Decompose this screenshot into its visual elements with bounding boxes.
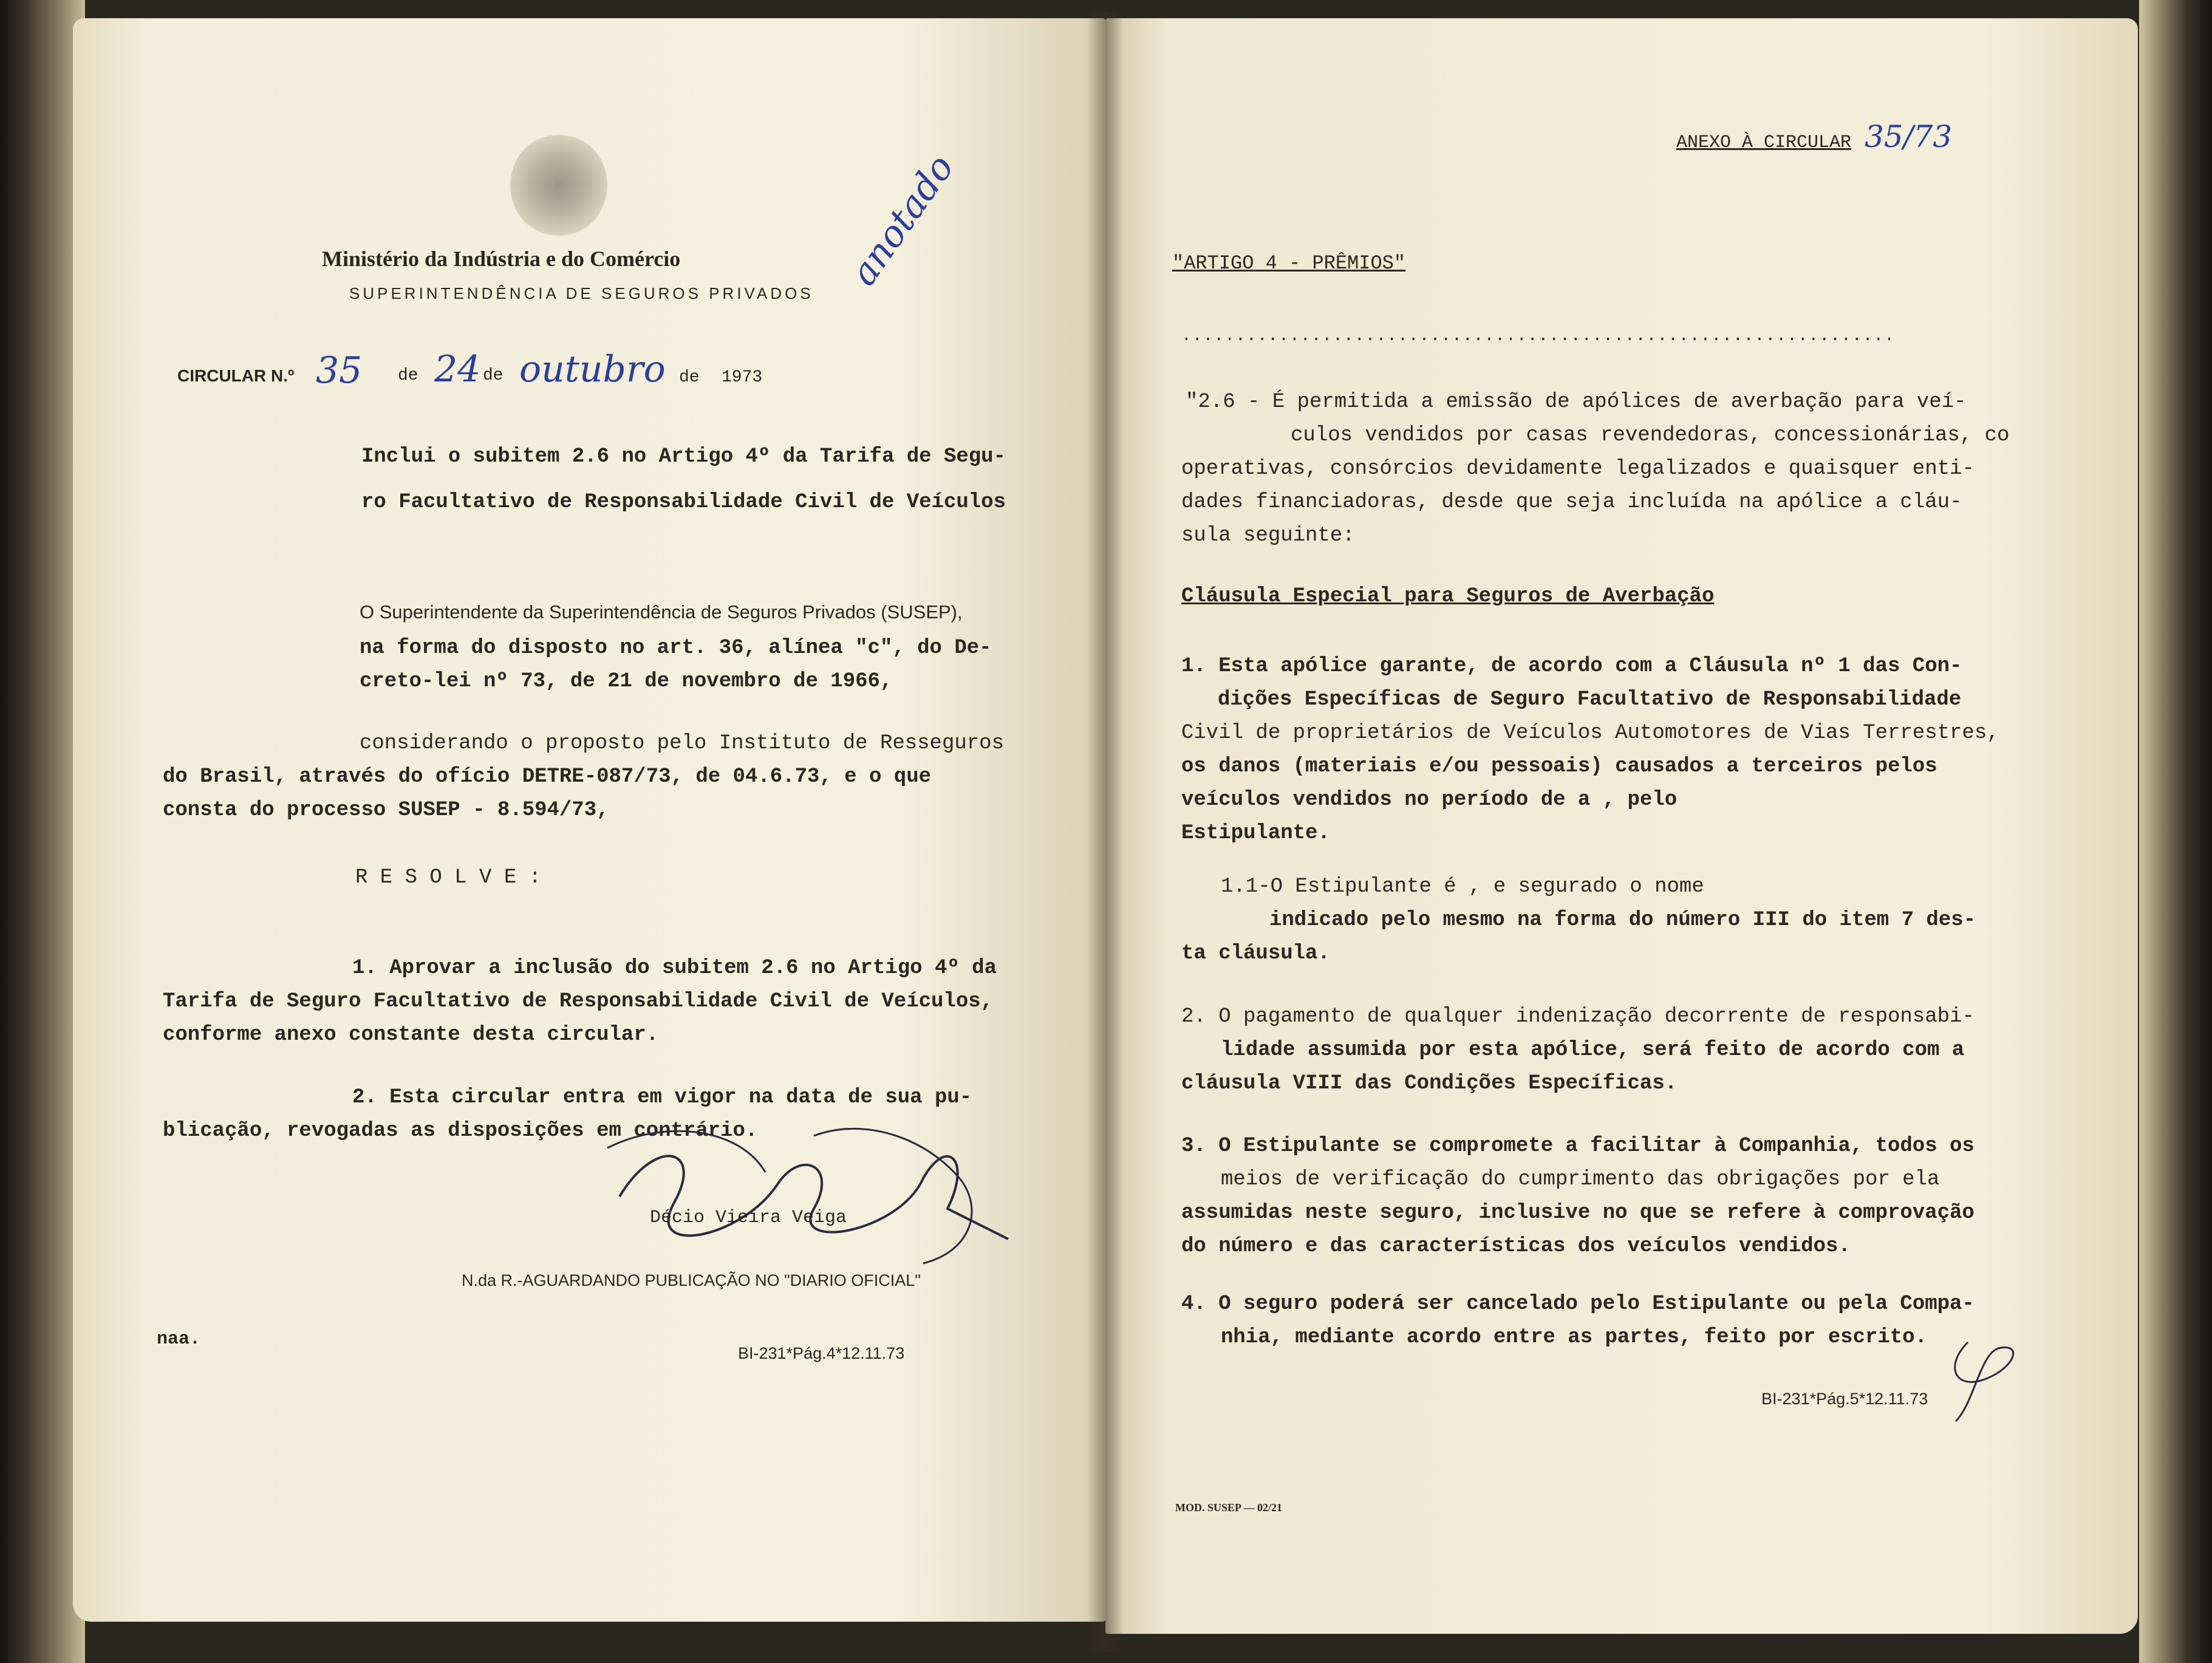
clause-title: Cláusula Especial para Seguros de Averbação xyxy=(1181,585,1715,608)
date-de-2: de xyxy=(483,366,504,385)
annex-header: ANEXO À CIRCULAR xyxy=(1676,132,1852,153)
circular-label: CIRCULAR N.º xyxy=(177,366,295,385)
clause-1-line-3: Civil de proprietários de Veículos Automotores de Vias Terrestres, xyxy=(1181,722,1999,745)
department-name: SUPERINTENDÊNCIA DE SEGUROS PRIVADOS xyxy=(349,284,814,302)
clause-2-line-1: 2. O pagamento de qualquer indenização decorrente de responsabi- xyxy=(1181,1005,1975,1028)
ministry-name: Ministério da Indústria e do Comércio xyxy=(322,247,681,271)
section-2-6-line-5: sula seguinte: xyxy=(1181,524,1355,547)
typist-initials: naa. xyxy=(157,1329,201,1350)
date-de-3: de xyxy=(679,368,700,387)
summary-line-1: Inclui o subitem 2.6 no Artigo 4º da Tarifa de Segu- xyxy=(361,445,1006,468)
form-identifier: MOD. SUSEP — 02/21 xyxy=(1175,1501,1283,1514)
handwritten-note: anotado xyxy=(842,147,963,293)
clause-3-line-2: meios de verificação do cumprimento das obrigações por ela xyxy=(1221,1168,1940,1191)
clause-3-line-4: do número e das características dos veículos vendidos. xyxy=(1181,1235,1851,1258)
date-de-1: de xyxy=(398,366,418,385)
summary-line-2: ro Facultativo de Responsabilidade Civil de Veículos xyxy=(361,491,1006,514)
book-edge-right xyxy=(2139,0,2212,1663)
section-2-6-line-4: dades financiadoras, desde que seja incluída na apólice a cláu- xyxy=(1181,491,1962,514)
paragraph-1-line-1: O Superintendente da Superintendência de Seguros Privados (SUSEP), xyxy=(360,601,963,623)
annex-number: 35/73 xyxy=(1865,119,1953,154)
left-page-reference: BI-231*Pág.4*12.11.73 xyxy=(738,1344,905,1362)
clause-1-line-1: 1. Esta apólice garante, de acordo com a Cláusula nº 1 das Con- xyxy=(1181,655,1962,678)
resolve-heading: R E S O L V E : xyxy=(355,866,542,889)
clause-1-1-line-1: 1.1-O Estipulante é , e segurado o nome xyxy=(1221,875,1704,898)
circular-number: 35 xyxy=(316,349,363,392)
book-gutter xyxy=(1087,12,1124,1652)
item-2-line-1: 2. Esta circular entra em vigor na data de sua pu- xyxy=(352,1086,972,1109)
coat-of-arms-seal-icon xyxy=(510,134,607,237)
clause-1-1-line-3: ta cláusula. xyxy=(1181,942,1330,965)
section-2-6-line-1: "2.6 - É permitida a emissão de apólices de averbação para veí- xyxy=(1186,391,1967,414)
clause-3-line-3: assumidas neste seguro, inclusive no que se refere à comprovação xyxy=(1181,1201,1975,1224)
item-1-line-3: conforme anexo constante desta circular. xyxy=(163,1023,659,1047)
paragraph-2-line-3: consta do processo SUSEP - 8.594/73, xyxy=(163,799,609,822)
paragraph-2-line-2: do Brasil, através do ofício DETRE-087/73, de 04.6.73, e o que xyxy=(163,765,932,788)
date-year: 1973 xyxy=(722,368,763,387)
date-day: 24 xyxy=(434,348,481,391)
item-1-line-2: Tarifa de Seguro Facultativo de Responsabilidade Civil de Veículos, xyxy=(163,990,994,1013)
publication-note: N.da R.-AGUARDANDO PUBLICAÇÃO NO "DIARIO OFICIAL" xyxy=(462,1271,921,1289)
initials-signature-icon xyxy=(1931,1330,2041,1427)
clause-2-line-2: lidade assumida por esta apólice, será feito de acordo com a xyxy=(1221,1039,1965,1062)
signature-icon xyxy=(583,1112,1020,1294)
book-edge-left xyxy=(0,0,85,1663)
item-2-line-2: blicação, revogadas as disposições em contrário. xyxy=(163,1119,758,1142)
clause-1-line-4: os danos (materiais e/ou pessoais) causados a terceiros pelos xyxy=(1181,755,1937,778)
clause-1-line-5: veículos vendidos no período de a , pelo xyxy=(1181,788,1678,811)
clause-4-line-2: nhia, mediante acordo entre as partes, feito por escrito. xyxy=(1221,1326,1927,1349)
paragraph-1-line-2: na forma do disposto no art. 36, alínea "c", do De- xyxy=(360,637,992,660)
artigo-title: "ARTIGO 4 - PRÊMIOS" xyxy=(1172,252,1406,275)
clause-3-line-1: 3. O Estipulante se compromete a facilitar à Companhia, todos os xyxy=(1181,1135,1975,1158)
clause-1-1-line-2: indicado pelo mesmo na forma do número III do item 7 des- xyxy=(1269,909,1976,932)
signatory-name: Décio Vieira Veiga xyxy=(650,1207,847,1228)
paragraph-2-line-1: considerando o proposto pelo Instituto de Resseguros xyxy=(360,732,1004,755)
clause-4-line-1: 4. O seguro poderá ser cancelado pelo Estipulante ou pela Compa- xyxy=(1181,1292,1975,1316)
item-1-line-1: 1. Aprovar a inclusão do subitem 2.6 no Artigo 4º da xyxy=(352,957,997,980)
clause-2-line-3: cláusula VIII das Condições Específicas. xyxy=(1181,1072,1678,1095)
date-month: outubro xyxy=(519,348,666,391)
section-2-6-line-2: culos vendidos por casas revendedoras, concessionárias, co xyxy=(1291,424,2010,447)
clause-1-line-2: dições Específicas de Seguro Facultativo de Responsabilidade xyxy=(1218,688,1962,711)
clause-1-line-6: Estipulante. xyxy=(1181,822,1330,845)
ellipsis-line: .................................................................. xyxy=(1181,327,1895,346)
paragraph-1-line-3: creto-lei nº 73, de 21 de novembro de 1966, xyxy=(360,670,893,693)
section-2-6-line-3: operativas, consórcios devidamente legalizados e quaisquer enti- xyxy=(1181,457,1975,480)
right-page-reference: BI-231*Pág.5*12.11.73 xyxy=(1761,1390,1928,1408)
